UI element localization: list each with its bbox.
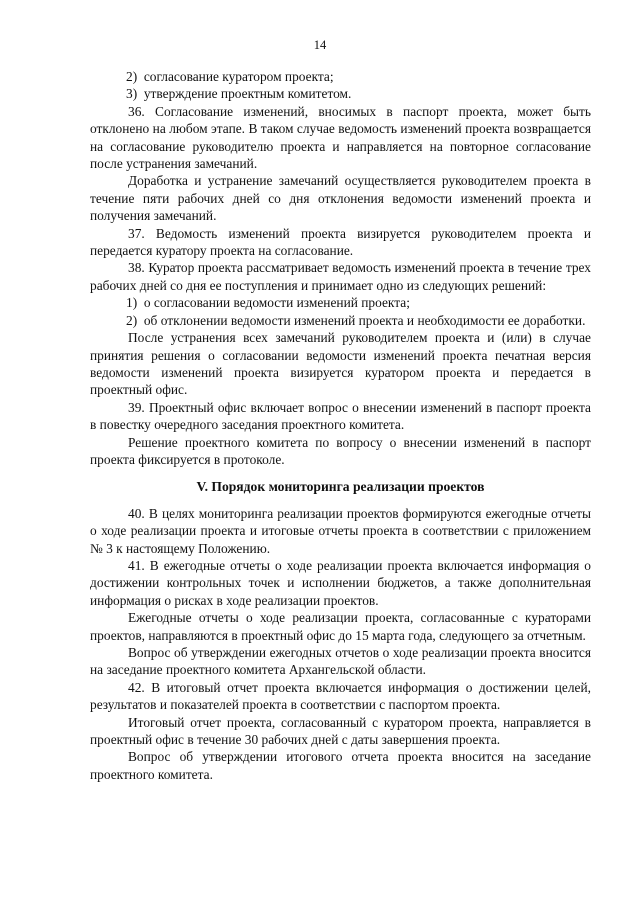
- list-item-2: 2) согласование куратором проекта;: [126, 69, 334, 84]
- paragraph-annual-reports: Ежегодные отчеты о ходе реализации проекта, согласованные с кураторами проектов, направляются в проектный офис до 15 марта года, следующего за отчетным.: [90, 610, 591, 643]
- paragraph-38: 38. Куратор проекта рассматривает ведомость изменений проекта в течение трех рабочих дней со дня ее поступления и принимает одно из следующих решений:: [90, 260, 591, 293]
- document-body: [90, 68, 591, 783]
- paragraph-36: 36. Согласование изменений, вносимых в паспорт проекта, может быть отклонено на любом этапе. В таком случае ведомость изменений проекта возвращается на согласование руководителю проекта и направляется на повторное согласование после устранения замечаний.: [90, 103, 591, 172]
- decision-item-1: 1) о согласовании ведомости изменений проекта;: [126, 295, 410, 311]
- paragraph-37: 37. Ведомость изменений проекта визируется руководителем проекта и передается куратору проекта на согласование.: [90, 225, 591, 259]
- paragraph-42: 42. В итоговый отчет проекта включается информация о достижении целей, результатов и показателей проекта в соответствии с паспортом проекта.: [90, 679, 591, 713]
- paragraph-39: 39. Проектный офис включает вопрос о внесении изменений в паспорт проекта в повестку очередного заседания проектного комитета.: [90, 399, 591, 433]
- section-heading: V. Порядок мониторинга реализации проектов: [196, 479, 485, 495]
- paragraph-rework: Доработка и устранение замечаний осуществляется руководителем проекта в течение пяти рабочих дней со дня отклонения ведомости изменений проекта и получения замечаний.: [90, 173, 591, 224]
- paragraph-41: 41. В ежегодные отчеты о ходе реализации проекта включается информация о достижении контрольных точек и исполнении бюджетов, а также дополнительная информация о рисках в ходе реализации проектов.: [90, 557, 591, 608]
- paragraph-final-approval: Вопрос об утверждении итогового отчета проекта вносится на заседание проектного комитета.: [90, 749, 591, 782]
- list-item-3: 3) утверждение проектным комитетом.: [126, 86, 352, 102]
- paragraph-annual-approval: Вопрос об утверждении ежегодных отчетов о ходе реализации проекта вносится на заседание проектного комитета Архангельской области.: [90, 645, 591, 678]
- paragraph-committee-decision: Решение проектного комитета по вопросу о внесении изменений в паспорт проекта фиксируется в протоколе.: [90, 434, 591, 467]
- decision-item-2: 2) об отклонении ведомости изменений проекта и необходимости ее доработки.: [126, 312, 586, 328]
- paragraph-final-report: Итоговый отчет проекта, согласованный с куратором проекта, направляется в проектный офис в течение 30 рабочих дней с даты завершения проекта.: [90, 714, 591, 748]
- paragraph-after-fixes: После устранения всех замечаний руководителем проекта и (или) в случае принятия решения о согласовании ведомости изменений проекта печатная версия ведомости изменений проекта визируется куратором проекта и передается в проектный офис.: [90, 330, 591, 398]
- page-number: 14: [313, 38, 327, 52]
- paragraph-40: 40. В целях мониторинга реализации проектов формируются ежегодные отчеты о ходе реализации проекта и итоговые отчеты проекта в соответствии с приложением № 3 к настоящему Положению.: [90, 505, 591, 556]
